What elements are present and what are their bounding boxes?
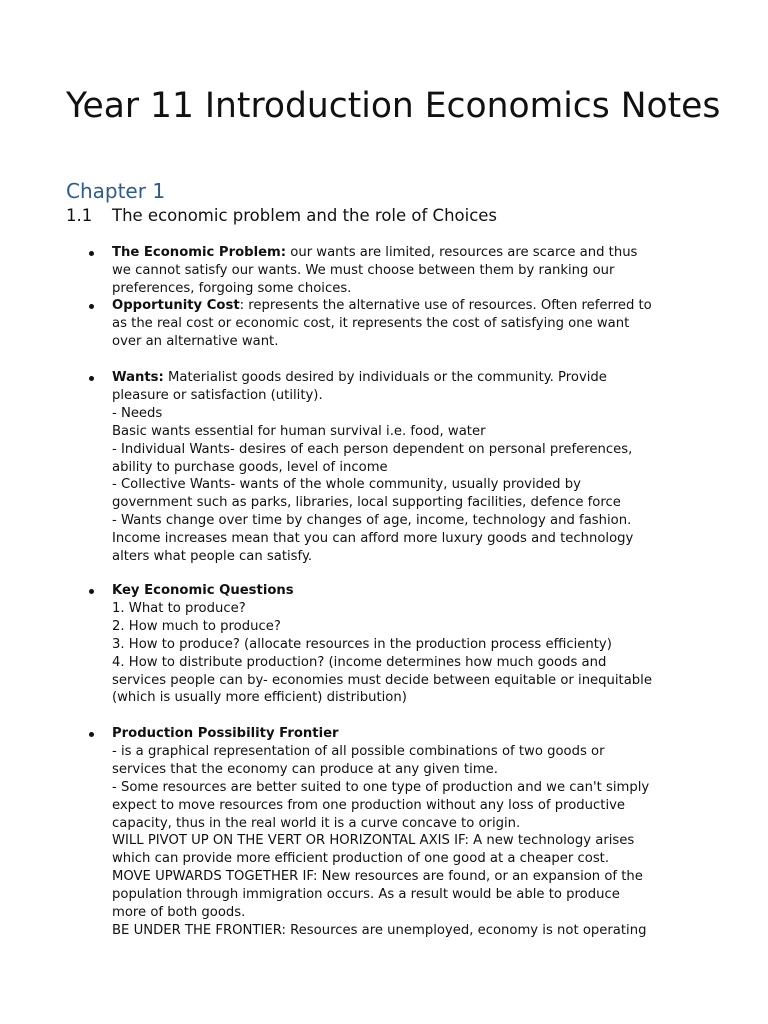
- item-line: The Economic Problem: our wants are limited, resources are scarce and thus: [112, 245, 638, 260]
- item-line: services that the economy can produce at any given time.: [112, 761, 498, 777]
- item-line: preferences, forgoing some choices.: [112, 280, 352, 296]
- list-item-production-possibility-frontier: [112, 725, 704, 940]
- item-label: Key Economic Questions: [112, 583, 294, 598]
- item-label: The Economic Problem:: [112, 245, 287, 260]
- section-number: 1.1: [66, 206, 93, 225]
- item-line: - Needs: [112, 405, 163, 421]
- item-line: population through immigration occurs. As a result would be able to produce: [112, 887, 620, 903]
- bullet-icon: [89, 732, 94, 737]
- item-line: - Individual Wants- desires of each person dependent on personal preferences,: [112, 441, 633, 457]
- item-line: MOVE UPWARDS TOGETHER IF: New resources are found, or an expansion of the: [112, 869, 643, 885]
- bullet-icon: [89, 251, 94, 256]
- list-item-wants: [112, 369, 704, 566]
- item-label: Production Possibility Frontier: [112, 726, 339, 741]
- item-line: as the real cost or economic cost, it represents the cost of satisfying one want: [112, 315, 630, 331]
- item-line: 2. How much to produce?: [112, 618, 281, 634]
- item-line: 3. How to produce? (allocate resources in the production process efficienty): [112, 636, 612, 652]
- item-line: services people can by- economies must decide between equitable or inequitable: [112, 672, 652, 688]
- item-line: BE UNDER THE FRONTIER: Resources are unemployed, economy is not operating: [112, 922, 647, 938]
- item-line: Basic wants essential for human survival i.e. food, water: [112, 423, 486, 439]
- section-heading: [66, 204, 497, 228]
- bullet-icon: [89, 304, 94, 309]
- document-title: Year 11 Introduction Economics Notes: [66, 86, 721, 126]
- item-line: we cannot satisfy our wants. We must choose between them by ranking our: [112, 262, 615, 278]
- item-line: more of both goods.: [112, 905, 246, 921]
- item-line: 1. What to produce?: [112, 600, 246, 616]
- item-line: - is a graphical representation of all possible combinations of two goods or: [112, 743, 605, 759]
- item-line: [112, 725, 704, 743]
- item-line: - Some resources are better suited to one type of production and we can't simply: [112, 779, 650, 795]
- item-line: - Wants change over time by changes of age, income, technology and fashion.: [112, 513, 632, 529]
- item-line: (which is usually more efficient) distribution): [112, 690, 407, 706]
- bullet-icon: [89, 376, 94, 381]
- item-line: Wants: Materialist goods desired by individuals or the community. Provide: [112, 370, 607, 385]
- item-line: ability to purchase goods, level of income: [112, 459, 388, 475]
- item-line: alters what people can satisfy.: [112, 549, 313, 565]
- list-item-economic-problem: [112, 244, 704, 298]
- chapter-heading: Chapter 1: [66, 179, 166, 203]
- item-line: which can provide more efficient production of one good at a cheaper cost.: [112, 851, 610, 867]
- item-label: Wants:: [112, 370, 164, 385]
- item-line: Opportunity Cost: represents the alternative use of resources. Often referred to: [112, 298, 652, 313]
- item-label: Opportunity Cost: [112, 298, 240, 313]
- list-item-key-economic-questions: [112, 582, 704, 707]
- item-line: government such as parks, libraries, local supporting facilities, defence force: [112, 495, 621, 511]
- item-line: 4. How to distribute production? (income determines how much goods and: [112, 654, 607, 670]
- item-line: Income increases mean that you can afford more luxury goods and technology: [112, 531, 634, 547]
- item-line: [112, 582, 704, 600]
- item-line: pleasure or satisfaction (utility).: [112, 387, 323, 403]
- section-title: The economic problem and the role of Choices: [112, 206, 498, 225]
- list-item-opportunity-cost: [112, 297, 704, 351]
- item-line: capacity, thus in the real world it is a curve concave to origin.: [112, 815, 521, 831]
- item-line: over an alternative want.: [112, 333, 279, 349]
- item-line: WILL PIVOT UP ON THE VERT OR HORIZONTAL AXIS IF: A new technology arises: [112, 833, 635, 849]
- bullet-icon: [89, 589, 94, 594]
- item-line: - Collective Wants- wants of the whole community, usually provided by: [112, 477, 581, 493]
- item-line: expect to move resources from one production without any loss of productive: [112, 797, 626, 813]
